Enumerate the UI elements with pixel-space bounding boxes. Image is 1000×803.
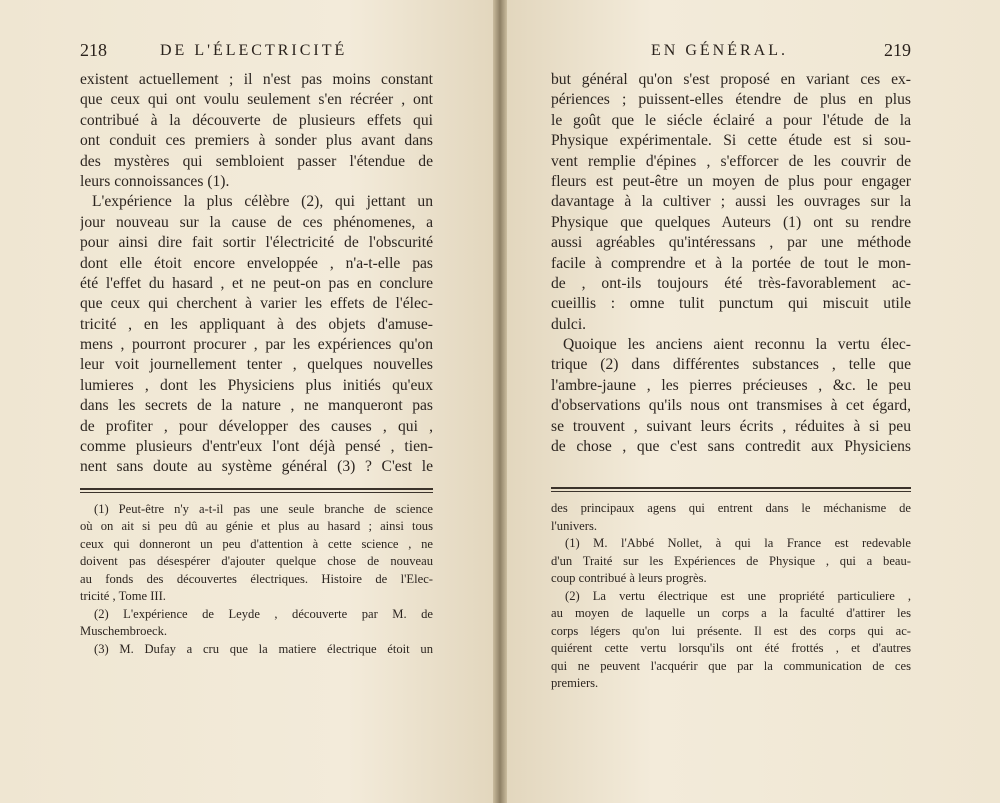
footnote-line: (2) L'expérience de Leyde , découverte par M. de bbox=[94, 606, 433, 621]
body-line: dulci. bbox=[551, 315, 587, 333]
left-page bbox=[0, 0, 497, 803]
right-footnotes bbox=[551, 500, 911, 693]
footnote-line: doivent pas désespérer d'ajouter quelque chose de nouveau bbox=[80, 554, 433, 569]
body-line: Quoique les anciens aient reconnu la vertu élec- bbox=[563, 336, 911, 354]
body-line: se trouvent , suivant leurs écrits , réduites à si peu bbox=[551, 417, 911, 435]
footnote-line: tricité , Tome III. bbox=[80, 589, 166, 604]
body-line: ont conduit ces premiers à sonder plus avant dans bbox=[80, 132, 433, 150]
footnote-line: (1) Peut-être n'y a-t-il pas une seule branche de science bbox=[94, 501, 433, 516]
body-line: dans les secrets de la nature , ne manqueront pas bbox=[80, 397, 433, 415]
footnote-line: des principaux agens qui entrent dans le méchanisme de bbox=[551, 501, 911, 516]
body-line: de chose , que c'est sans contredit aux Physiciens bbox=[551, 438, 911, 456]
body-line: le goût que le siécle éclairé a pour l'étude de la bbox=[551, 111, 911, 129]
body-line: périences ; puissent-elles étendre de plus en plus bbox=[551, 91, 911, 109]
body-line: existent actuellement ; il n'est pas moins constant bbox=[80, 71, 433, 88]
body-line: facile à comprendre et à la portée de tout le mon- bbox=[551, 254, 911, 272]
body-line: trique (2) dans différentes substances , telle que bbox=[551, 356, 911, 374]
body-line: de profiter , pour développer des causes , qui , bbox=[80, 417, 433, 435]
footnote-line: au moyen de laquelle un corps a la faculté d'attirer les bbox=[551, 606, 911, 621]
body-line: leurs connoissances (1). bbox=[80, 172, 230, 190]
footnote-line: coup contribué à leurs progrès. bbox=[551, 571, 707, 586]
footnote-line: Muschembroeck. bbox=[80, 624, 168, 639]
footnote-line: au fonds des découvertes électriques. Histoire de l'Elec- bbox=[80, 571, 433, 586]
body-line: que ceux qui ont voulu seulement s'en récréer , ont bbox=[80, 91, 433, 109]
footnote-line: où on ait si peu dû au génie et plus au hasard ; ainsi tous bbox=[80, 519, 433, 534]
body-line: Physique expérimentale. Si cette étude est si sou- bbox=[551, 132, 911, 150]
body-line: des mystères qui sembloient passer l'étendue de bbox=[80, 152, 433, 170]
body-line: l'ambre-jaune , les pierres précieuses , &c. le peu bbox=[551, 376, 911, 394]
footnote-line: (3) M. Dufay a cru que la matiere électrique étoit un bbox=[94, 641, 433, 656]
body-line: tricité , en les appliquant à des objets d'amuse- bbox=[80, 315, 433, 333]
footnote-line: l'univers. bbox=[551, 518, 597, 533]
footnote-rule bbox=[551, 487, 911, 492]
right-page bbox=[503, 0, 1000, 803]
body-line: but général qu'on s'est proposé en variant ces ex- bbox=[551, 71, 911, 88]
body-line: que ceux qui cherchent à varier les effets de l'élec- bbox=[80, 295, 433, 313]
book-gutter bbox=[493, 0, 507, 803]
footnote-line: ceux qui donneront un peu d'attention à cette science , ne bbox=[80, 536, 433, 551]
body-line: cueillis : omne tulit punctum qui miscuit utile bbox=[551, 295, 911, 313]
left-running-head bbox=[80, 40, 433, 66]
body-line: mens , pourront procurer , par les expériences qu'on bbox=[80, 336, 433, 354]
left-footnotes bbox=[80, 501, 433, 659]
body-line: davantage à la cultiver ; aussi les ouvrages sur la bbox=[551, 193, 911, 211]
right-page-content bbox=[551, 40, 911, 693]
left-running-title: DE L'ÉLECTRICITÉ bbox=[160, 42, 348, 59]
footnote-rule bbox=[80, 488, 433, 493]
body-line: Physique que quelques Auteurs (1) ont su rendre bbox=[551, 213, 911, 231]
body-line: L'expérience la plus célèbre (2), qui jettant un bbox=[92, 193, 433, 211]
body-line: lumieres , dont les Physiciens plus initiés qu'eux bbox=[80, 376, 433, 394]
body-line: de , ont-ils toujours été très-favorablement ac- bbox=[551, 274, 911, 292]
body-line: contribué à la découverte de plusieurs effets qui bbox=[80, 111, 433, 129]
footnote-line: (1) M. l'Abbé Nollet, à qui la France est redevable bbox=[565, 536, 911, 551]
right-page-number: 219 bbox=[884, 40, 911, 60]
body-line: jour nouveau sur la cause de ces phénomenes, a bbox=[80, 213, 433, 231]
body-line: leur voit journellement tenter , quelques nouvelles bbox=[80, 356, 433, 374]
body-line: comme plusieurs d'entr'eux l'ont déjà pensé , tien- bbox=[80, 438, 433, 456]
footnote-line: (2) La vertu électrique est une propriété particuliere , bbox=[565, 588, 911, 603]
footnote-line: d'un Traité sur les Expériences de Physique , qui a beau- bbox=[551, 553, 911, 568]
left-body-text bbox=[80, 70, 433, 478]
footnote-line: qui ne peuvent l'acquérir que par la communication de ces bbox=[551, 658, 911, 673]
body-line: nent sans doute au système général (3) ? C'est le bbox=[80, 458, 433, 476]
right-body-text bbox=[551, 70, 911, 457]
body-line: vent remplie d'épines , s'efforcer de les couvrir de bbox=[551, 152, 911, 170]
body-line: dont elle étoit encore enveloppée , n'a-t-elle pas bbox=[80, 254, 433, 272]
footnote-line: corps légers qu'on lui présente. Il est des corps qui ac- bbox=[551, 623, 911, 638]
body-line: aussi agréables qu'intéressans , par une méthode bbox=[551, 234, 911, 252]
body-line: d'observations qu'ils nous ont transmises à cet égard, bbox=[551, 397, 911, 415]
right-running-head bbox=[551, 40, 911, 66]
left-page-content bbox=[80, 40, 433, 658]
body-line: pour ainsi dire fait sortir l'électricité de l'obscurité bbox=[80, 234, 433, 252]
left-page-number: 218 bbox=[80, 40, 107, 60]
footnote-line: premiers. bbox=[551, 676, 599, 691]
body-line: fleurs est peut-être un moyen de plus pour engager bbox=[551, 172, 911, 190]
body-line: été l'effet du hasard , et ne peut-on pas en conclure bbox=[80, 274, 433, 292]
footnote-line: quiérent cette vertu lorsqu'ils ont été frottés , et d'autres bbox=[551, 641, 911, 656]
right-running-title: EN GÉNÉRAL. bbox=[651, 42, 788, 59]
